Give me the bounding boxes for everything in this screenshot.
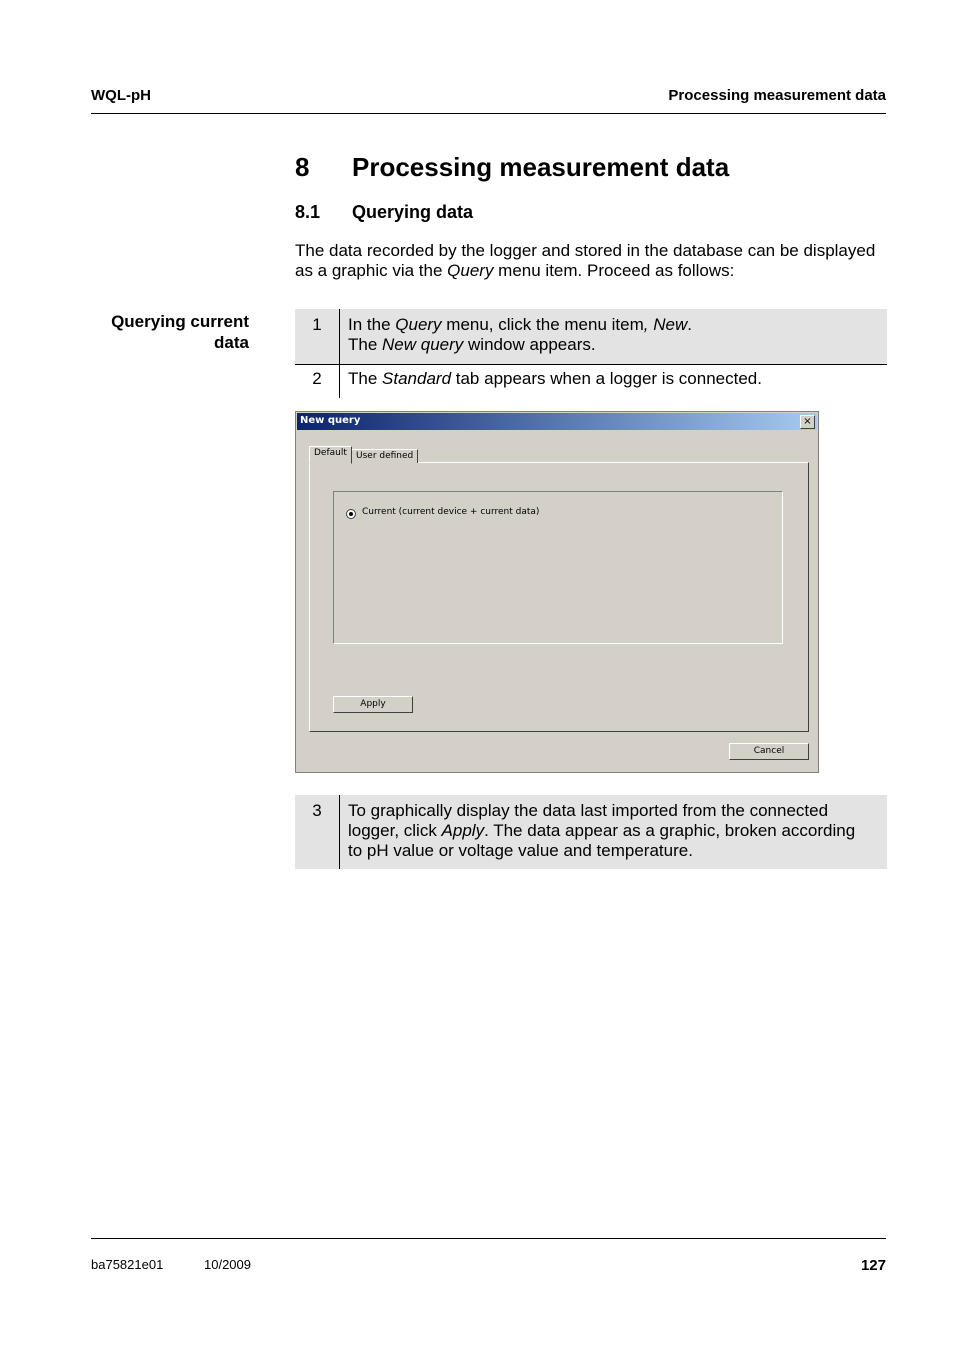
radio-current[interactable] — [346, 509, 356, 519]
section-number: 8.1 — [295, 202, 321, 222]
step-row — [295, 365, 887, 398]
running-header-right: Processing measurement data — [668, 87, 886, 104]
footer-doc-id: ba75821e01 — [91, 1257, 164, 1272]
chapter-number: 8 — [295, 152, 310, 182]
step-text: In the Query menu, click the menu item, New. The New query window appears. — [348, 315, 692, 354]
intro-paragraph: The data recorded by the logger and stored in the database can be displayed as a graphic via the Query menu item. Proceed as follows: — [295, 241, 876, 280]
step-number: 1 — [295, 309, 340, 364]
cancel-button[interactable]: Cancel — [729, 743, 809, 760]
section-title: Querying data — [352, 202, 474, 222]
dialog-titlebar — [297, 413, 817, 430]
radio-current-label: Current (current device + current data) — [362, 507, 540, 517]
tab-user-defined[interactable]: User defined — [351, 449, 418, 463]
step-row — [295, 309, 887, 365]
footer-date: 10/2009 — [204, 1257, 251, 1272]
step-row — [295, 795, 887, 869]
query-groupbox — [333, 491, 783, 644]
chapter-title: Processing measurement data — [352, 152, 730, 182]
step-text: To graphically display the data last imported from the connected logger, click Apply. The data appear as a graphic, broken according to pH value or voltage value and temperature. — [348, 801, 856, 860]
running-header-left: WQL-pH — [91, 87, 151, 104]
step-number: 2 — [295, 365, 340, 398]
step-number: 3 — [295, 795, 340, 869]
new-query-dialog — [295, 411, 819, 773]
dialog-title: New query — [300, 415, 361, 426]
step-text: The Standard tab appears when a logger is connected. — [348, 369, 762, 388]
header-rule — [91, 113, 886, 114]
margin-label: Querying current data — [111, 312, 249, 352]
tab-default[interactable]: Default — [309, 446, 352, 464]
footer-rule — [91, 1238, 886, 1239]
page-number: 127 — [860, 1257, 886, 1274]
close-icon[interactable]: × — [800, 415, 815, 429]
apply-button[interactable]: Apply — [333, 696, 413, 713]
tab-panel — [309, 462, 809, 732]
